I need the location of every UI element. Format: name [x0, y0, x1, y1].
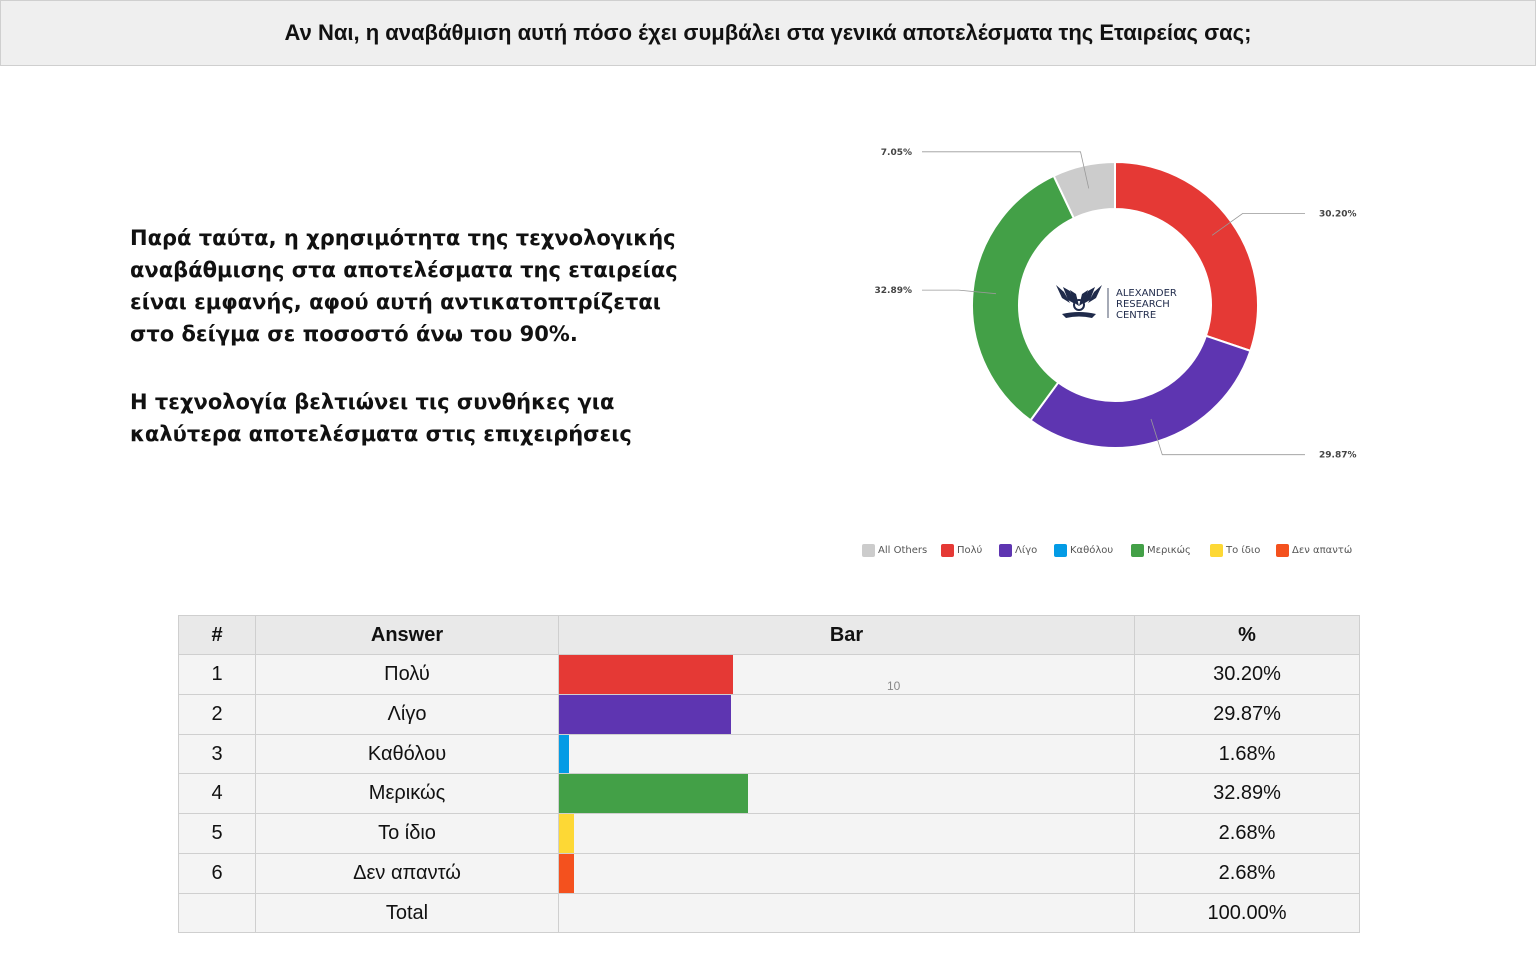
chart-legend: [862, 544, 1382, 560]
table-total-row: [179, 894, 1360, 933]
logo-text-line-1: ALEXANDER: [1116, 288, 1177, 299]
row-bar-cell: [559, 774, 1135, 814]
row-percent: 30.20%: [1135, 655, 1360, 695]
row-percent: 2.68%: [1135, 814, 1360, 854]
bar-mark-2: [559, 695, 731, 734]
legend-swatch: [1276, 544, 1289, 557]
legend-item-2[interactable]: [941, 544, 982, 557]
row-bar-cell: [559, 854, 1135, 894]
table-row: [179, 774, 1360, 814]
legend-label: All Others: [878, 545, 928, 556]
row-number: 1: [179, 655, 256, 695]
legend-label: Δεν απαντώ: [1292, 545, 1353, 556]
donut-slice-1: [1115, 162, 1258, 351]
legend-label: Πολύ: [957, 545, 983, 556]
row-answer: Λίγο: [256, 694, 559, 734]
summary-text: [130, 222, 710, 450]
donut-slice-3: [972, 176, 1074, 421]
column-header-percent: %: [1135, 616, 1360, 655]
legend-item-7[interactable]: [1276, 544, 1352, 557]
row-answer: Πολύ: [256, 655, 559, 695]
row-bar-cell: [559, 655, 1135, 695]
slice-label-3: 32.89%: [874, 286, 912, 297]
total-number-cell: [179, 894, 256, 933]
logo-text-line-2: RESEARCH: [1116, 299, 1170, 310]
logo-text-line-3: CENTRE: [1116, 310, 1157, 321]
legend-swatch: [941, 544, 954, 557]
row-bar-cell: [559, 734, 1135, 774]
column-header-answer: Answer: [256, 616, 559, 655]
slice-label-4: 7.05%: [880, 147, 912, 158]
row-answer: Δεν απαντώ: [256, 854, 559, 894]
table-header-row: [179, 616, 1360, 655]
bar-mark-5: [559, 814, 574, 853]
donut-chart: [850, 120, 1390, 480]
summary-paragraph-2: Η τεχνολογία βελτιώνει τις συνθήκες για καλύτερα αποτελέσματα στις επιχειρήσεις: [130, 390, 632, 446]
legend-swatch: [1131, 544, 1144, 557]
table-row: [179, 854, 1360, 894]
results-table: [178, 615, 1360, 933]
legend-item-6[interactable]: [1210, 544, 1260, 557]
row-percent: 1.68%: [1135, 734, 1360, 774]
legend-swatch: [1210, 544, 1223, 557]
legend-item-5[interactable]: [1131, 544, 1191, 557]
slice-label-2: 29.87%: [1319, 450, 1357, 461]
column-header-bar: Bar: [559, 616, 1135, 655]
table-body: [179, 655, 1360, 894]
header-bar: [0, 0, 1536, 66]
total-label: Total: [256, 894, 559, 933]
slice-label-1: 30.20%: [1319, 209, 1357, 220]
donut-slices: [972, 162, 1258, 448]
legend-label: Καθόλου: [1070, 545, 1114, 556]
row-number: 2: [179, 694, 256, 734]
table-row: [179, 814, 1360, 854]
row-percent: 32.89%: [1135, 774, 1360, 814]
legend-item-1[interactable]: [862, 544, 927, 557]
question-title: Αν Ναι, η αναβάθμιση αυτή πόσο έχει συμβάλει στα γενικά αποτελέσματα της Εταιρείας σας;: [284, 20, 1252, 45]
row-number: 3: [179, 734, 256, 774]
legend-item-4[interactable]: [1054, 544, 1113, 557]
legend-label: Λίγο: [1015, 545, 1038, 556]
row-percent: 2.68%: [1135, 854, 1360, 894]
row-bar-cell: [559, 814, 1135, 854]
table-row: [179, 734, 1360, 774]
row-number: 4: [179, 774, 256, 814]
bar-tick-label: 10: [887, 679, 901, 693]
logo: [1056, 285, 1177, 321]
legend-label: Το ίδιο: [1226, 545, 1261, 556]
legend-label: Μερικώς: [1147, 545, 1191, 556]
row-percent: 29.87%: [1135, 694, 1360, 734]
table-row: [179, 655, 1360, 695]
bar-mark-4: [559, 774, 748, 813]
donut-slice-2: [1030, 336, 1250, 448]
bar-mark-1: [559, 655, 733, 694]
bar-mark-3: [559, 735, 569, 774]
total-bar-cell: [559, 894, 1135, 933]
summary-paragraph-1: Παρά ταύτα, η χρησιμότητα της τεχνολογικής αναβάθμισης στα αποτελέσματα της εταιρείας είναι εμφανής, αφού αυτή αντικατοπτρίζεται στο δείγμα σε ποσοστό άνω του 90%.: [130, 226, 678, 346]
row-answer: Το ίδιο: [256, 814, 559, 854]
table-row: [179, 694, 1360, 734]
column-header-number: #: [179, 616, 256, 655]
row-answer: Μερικώς: [256, 774, 559, 814]
total-percent: 100.00%: [1135, 894, 1360, 933]
row-number: 5: [179, 814, 256, 854]
legend-swatch: [1054, 544, 1067, 557]
legend-swatch: [999, 544, 1012, 557]
row-number: 6: [179, 854, 256, 894]
eagle-logo-icon: [1056, 285, 1102, 318]
legend-swatch: [862, 544, 875, 557]
row-bar-cell: [559, 694, 1135, 734]
row-answer: Καθόλου: [256, 734, 559, 774]
legend-item-3[interactable]: [999, 544, 1037, 557]
bar-mark-6: [559, 854, 574, 893]
